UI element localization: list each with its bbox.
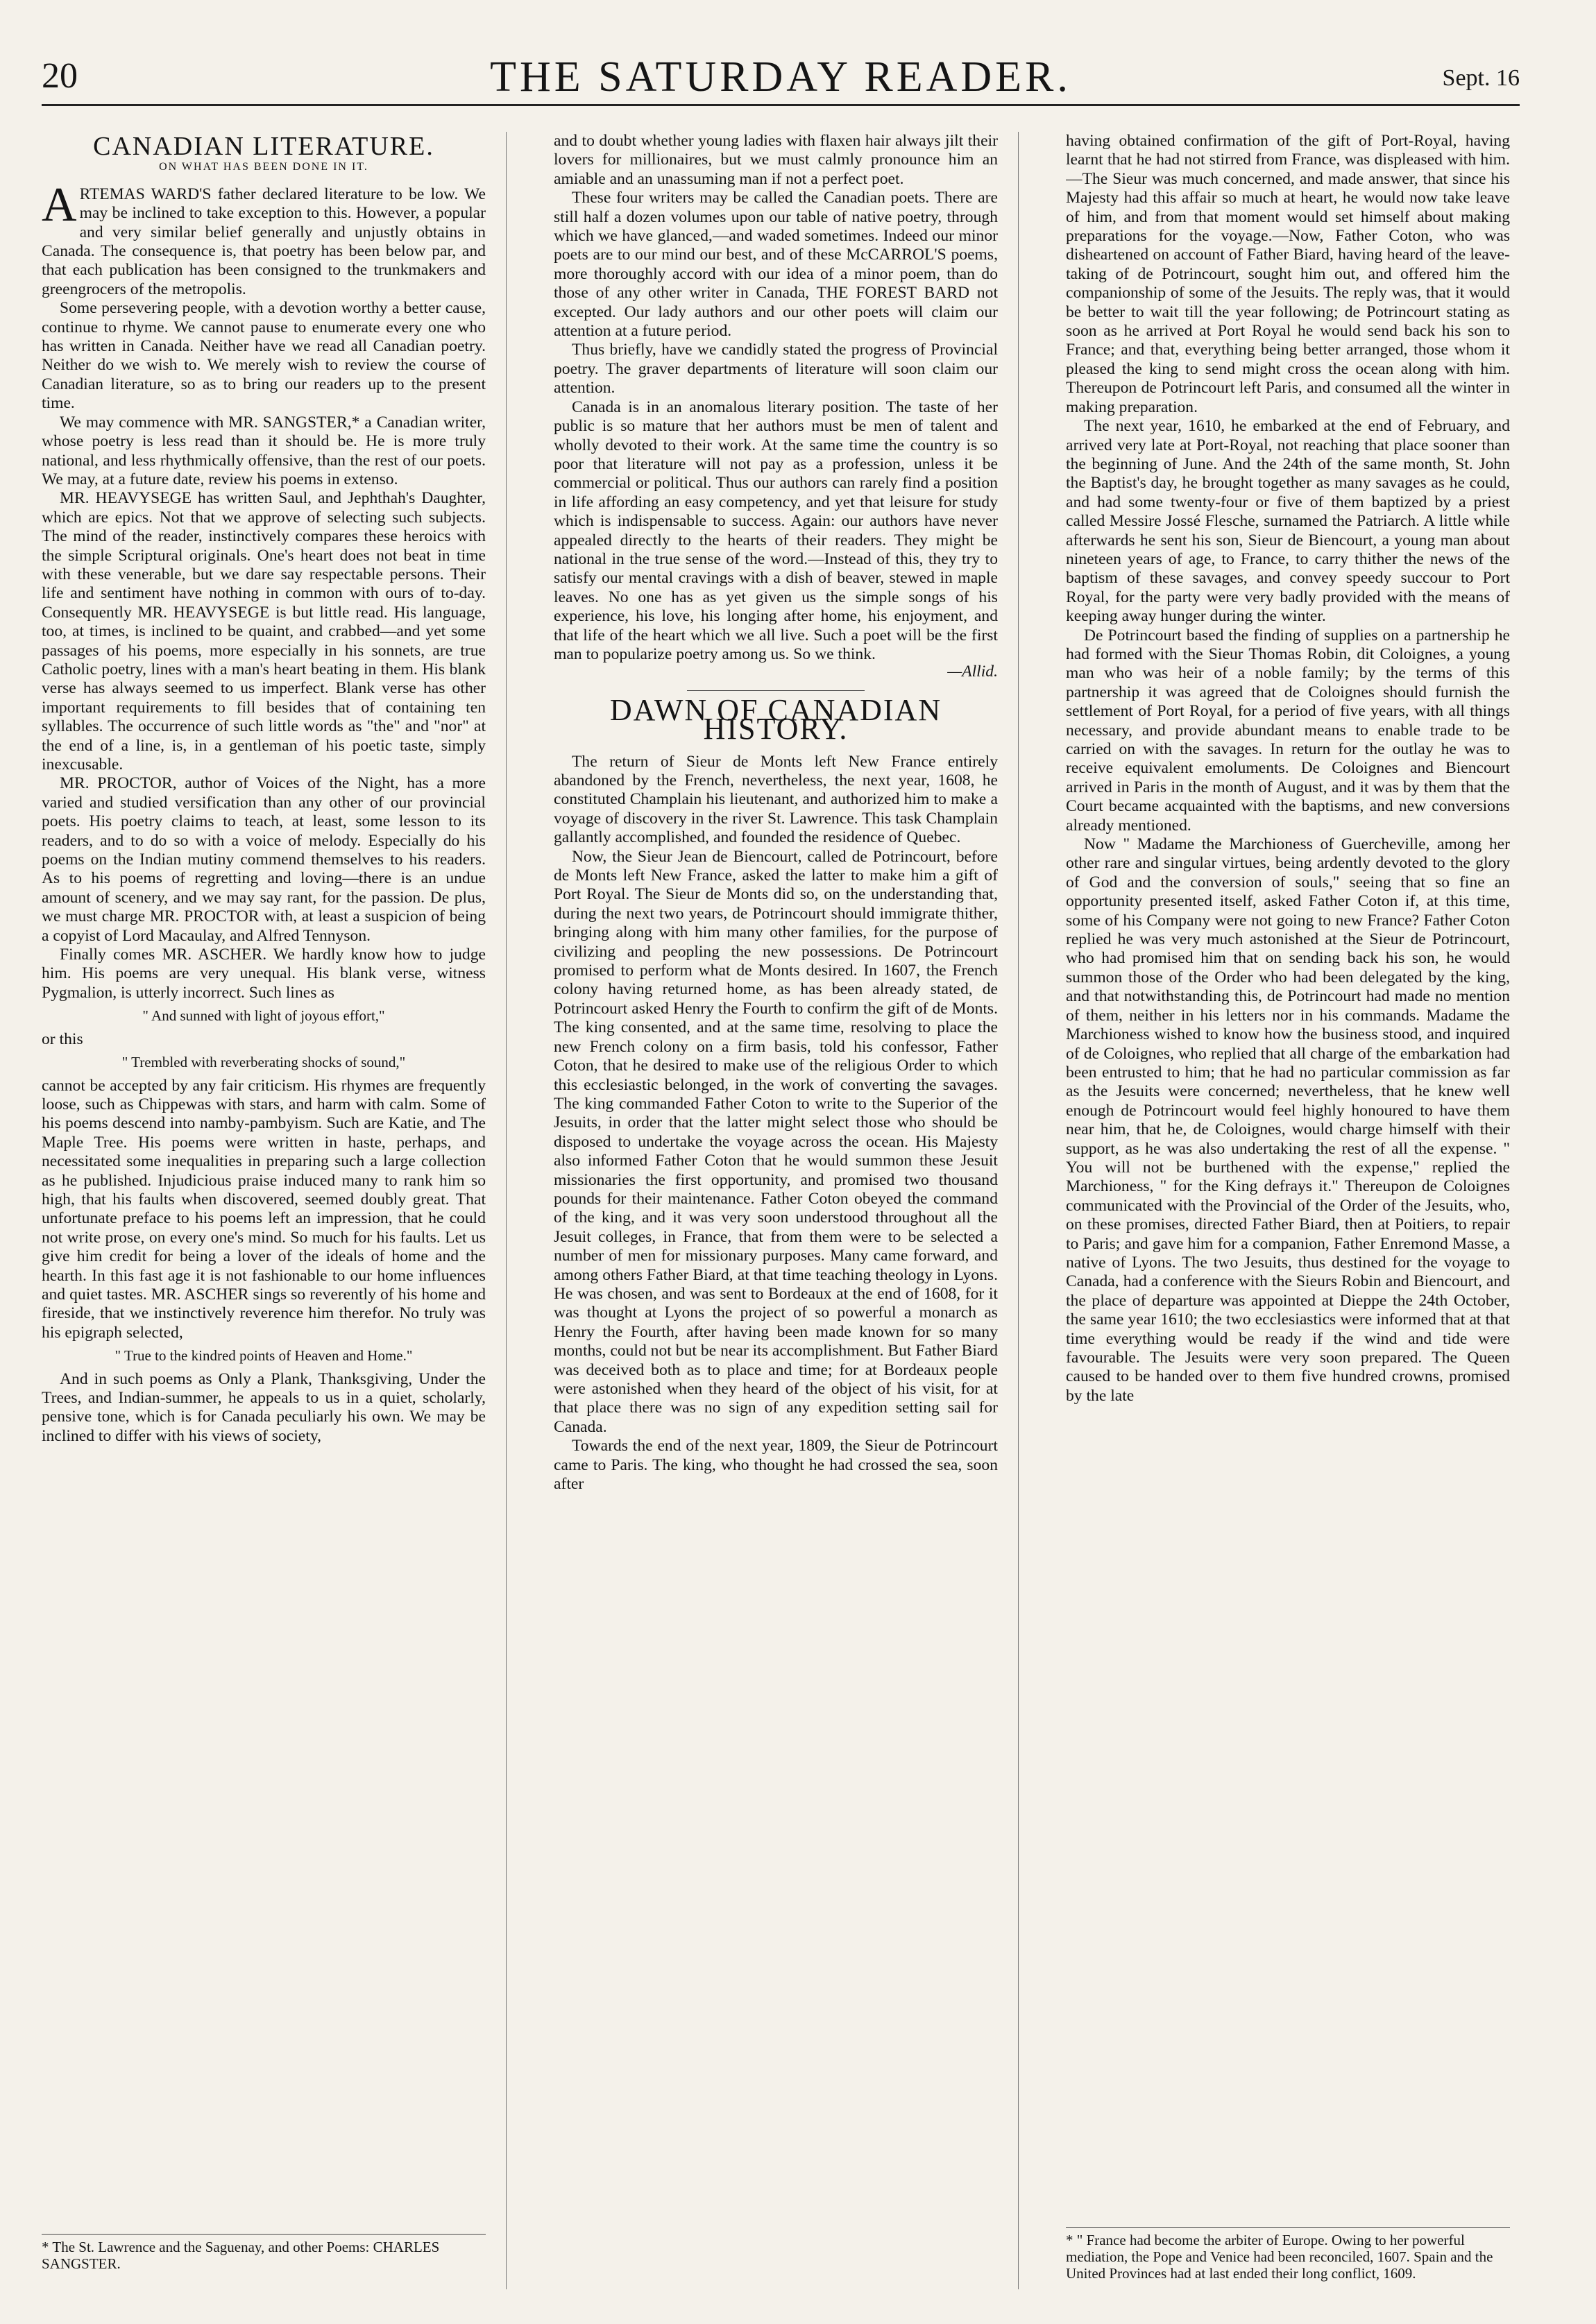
- publication-title: THE SATURDAY READER.: [490, 53, 1071, 101]
- paragraph: And in such poems as Only a Plank, Thanksgiving, Under the Trees, and Indian-summer, he appeals to us in a quiet, scholarly, pensive tone, which is for Canada peculiarly his own. We may be inclined to differ with his views of society,: [42, 1369, 486, 1445]
- paragraph: MR. HEAVYSEGE has written Saul, and Jephthah's Daughter, which are epics. Not that we approve of selecting such subjects. The mind of the reader, instinctively compares these heroics with the simple Scriptural originals. One's heart does not beat in time with these venerable, but we dare say respectable persons. Their life and sentiment have nothing in common with ours of to-day. Consequently MR. HEAVYSEGE is but little read. His language, too, at times, is inclined to be quaint, and crabbed—and yet some passages of his poems, more especially in his sonnets, are true Catholic poetry, lines with a man's heart beating in them. His blank verse has always seemed to us imperfect. Blank verse has other important requirements to fill besides that of containing ten syllables. The occurrence of such little words as "the" and "nor" at the end of a line, is, in a gentleman of his poetic taste, simply inexcusable.: [42, 489, 486, 774]
- verse-quote: " And sunned with light of joyous effort,": [142, 1007, 385, 1025]
- page-header: [42, 55, 1520, 106]
- article-subtitle: ON WHAT HAS BEEN DONE IN IT.: [159, 161, 368, 173]
- column-1: [42, 132, 486, 2282]
- paragraph: De Potrincourt based the finding of supplies on a partnership he had formed with the Sieur Thomas Robin, dit Coloignes, a young man who was heir of a noble family; by the terms of this partnership it was agreed that de Coloignes should furnish the settlement of Port Royal, for a period of five years, with all things necessary, and provide abundant means to enable trade to be carried on with the savages. In return for the outlay he was to receive equivalent emoluments. De Coloignes and Biencourt arrived in Paris in the month of August, and it was by them that the Court became acquainted with the baptisms, and new conversions already mentioned.: [1066, 626, 1510, 835]
- paragraph: These four writers may be called the Canadian poets. There are still half a dozen volumes upon our table of native poetry, through which we have glanced,—and waded sometimes. Indeed our minor poets are to our mind our best, and of these McCARROL'S poems, more thoroughly accord with our idea of a minor poem, than do those of any other writer in Canada, THE FOREST BARD not excepted. Our lady authors and our other poets will claim our attention at a future period.: [554, 189, 998, 341]
- verse-quote: " Trembled with reverberating shocks of sound,": [121, 1054, 406, 1071]
- paragraph: and to doubt whether young ladies with flaxen hair always jilt their lovers for millionaires, but we must calmly pronounce him an amiable and an unassuming man if not a perfect poet.: [554, 132, 998, 188]
- page-number: 20: [42, 56, 78, 96]
- paragraph: Towards the end of the next year, 1809, the Sieur de Potrincourt came to Paris. The king, who thought he had crossed the sea, soon after: [554, 1437, 998, 1494]
- footnote: * The St. Lawrence and the Saguenay, and other Poems: CHARLES SANGSTER.: [42, 2234, 486, 2272]
- paragraph: The next year, 1610, he embarked at the end of February, and arrived very late at Port-Royal, not reaching that place sooner than the beginning of June. And the 24th of the same month, St. John the Baptist's day, he brought together as many savages as he could, and had some twenty-four or five of them baptized by a priest called Messire Jossé Flesche, surnamed the Patriarch. A little while afterwards he sent his son, Sieur de Biencourt, a young man about nineteen years of age, to France, to carry thither the news of the baptism of these savages, and convey speedy succour to Port Royal, for the party were very badly provided with the means of keeping away hunger during the winter.: [1066, 417, 1510, 626]
- signature: —Allid.: [947, 663, 998, 681]
- column-divider: [1018, 132, 1019, 2289]
- article-title: DAWN OF CANADIAN HISTORY.: [609, 692, 942, 746]
- paragraph: We may commence with MR. SANGSTER,* a Canadian writer, whose poetry is less read than it should be. He is more truly national, and less rhythmically offensive, than the rest of our poets. We may, at a future date, review his poems in extenso.: [42, 413, 486, 488]
- paragraph: Canada is in an anomalous literary position. The taste of her public is so mature that her authors must be men of talent and wholly devoted to their work. At the same time the country is so poor that literature will not pay as a profession, unless it be commercial or political. Thus our authors can rarely find a position in life affording an easy competency, and yet that leisure for study which is indispensable to success. Again: our authors have never appealed directly to the hearts of their readers. They might be national in the true sense of the word.—Instead of this, they try to satisfy our mental cravings with a dish of beaver, stewed in maple leaves. No one has as yet given us the simple songs of his experience, his love, his longing after home, his enjoyment, and that life of the heart which we all live. Such a poet will be the first man to popularize poetry among us. So we think.: [554, 398, 998, 663]
- paragraph: ARTEMAS WARD'S father declared literature to be low. We may be inclined to take exception to this. However, a popular and very similar belief generally and unjustly obtains in Canada. The consequence is, that poetry has been below par, and that each publication has been consigned to the trunkmakers and greengrocers of the metropolis.: [42, 178, 486, 298]
- section-divider: [687, 690, 865, 691]
- footnote: * " France had become the arbiter of Europe. Owing to her powerful mediation, the Pope and Venice had been reconciled, 1607. Spain and the United Provinces had at last ended their long conflict, 1609.: [1066, 2227, 1510, 2282]
- paragraph: MR. PROCTOR, author of Voices of the Night, has a more varied and studied versification than any other of our provincial poets. His poetry claims to teach, at least, some lesson to its readers, and to do so with a voice of melody. Especially do his poems on the Indian mutiny commend themselves to his readers. As to his poems of regretting and loving—there is an undue amount of scenery, and we may say rant, for the passion. De plus, we must charge MR. PROCTOR with, at least a suspicion of being a copyist of Lord Macaulay, and Alfred Tennyson.: [42, 774, 486, 945]
- column-divider: [506, 132, 507, 2289]
- paragraph: The return of Sieur de Monts left New France entirely abandoned by the French, nevertheless, the next year, 1608, he constituted Champlain his lieutenant, and authorized him to make a voyage of discovery in the river St. Lawrence. This task Champlain gallantly accomplished, and founded the residence of Quebec.: [554, 752, 998, 847]
- issue-date: Sept. 16: [1442, 65, 1520, 91]
- article-title: CANADIAN LITERATURE.: [93, 132, 434, 161]
- paragraph: Now, the Sieur Jean de Biencourt, called de Potrincourt, before de Monts left New France, asked the latter to make him a gift of Port Royal. The Sieur de Monts did so, on the understanding that, during the next two years, de Potrincourt should immigrate thither, bringing along with him many other families, for the purpose of civilizing and peopling the new possessions. De Potrincourt promised to perform what de Monts desired. In 1607, the French colony having returned home, as has been already stated, de Potrincourt asked Henry the Fourth to confirm the gift of de Monts. The king consented, and at the same time, resolving to place the new French colony on a firm basis, told his confessor, Father Coton, that he desired to make use of the religious Order to which this ecclesiastic belonged, in the work of converting the savages. The king commanded Father Coton to write to the Superior of the Jesuits, in order that the latter might select those who should be disposed to undertake the voyage across the ocean. His Majesty also informed Father Coton that he would summon these Jesuit missionaries the first opportunity, and promised two thousand pounds for their maintenance. Father Coton obeyed the command of the king, and it was very soon understood throughout all the Jesuit colleges, in France, that from them were to be selected a number of men for missionary purposes. Many came forward, and among others Father Biard, at that time teaching theology in Lyons. He was chosen, and was sent to Bordeaux at the end of 1608, for it was thought at Lyons the project of so powerful a monarch as Henry the Fourth, after having been made known for so many months, could not but be near its accomplishment. But Father Biard was deceived both as to place and time; for at Bordeaux people were astonished when they heard of the object of his visit, for at that place there was no sign of any expedition setting sail for Canada.: [554, 847, 998, 1436]
- paragraph: Some persevering people, with a devotion worthy a better cause, continue to rhyme. We cannot pause to enumerate every one who has written in Canada. Neither have we read all Canadian poetry. Neither do we wish to. We merely wish to review the course of Canadian literature, so as to bring our readers up to the present time.: [42, 299, 486, 413]
- paragraph: Thus briefly, have we candidly stated the progress of Provincial poetry. The graver departments of literature will soon claim our attention.: [554, 341, 998, 398]
- paragraph: cannot be accepted by any fair criticism. His rhymes are frequently loose, such as Chippewas with stars, and harm with calm. Some of his poems descend into namby-pambyism. Such are Katie, and The Maple Tree. His poems were written in haste, perhaps, and necessitated some inequalities in preparing such a large collection as he published. Injudicious praise induced many to rank him so high, that his faults when discovered, seemed doubly great. That unfortunate preface to his poems left an impression, that he could not write prose, on every one's mind. So much for his faults. Let us give him credit for being a lover of the ideals of home and the hearth. In this fast age it is not fashionable to our home influences and quiet tastes. MR. ASCHER sings so reverently of his home and fireside, that we instinctively reverence him therefor. No truly was his epigraph selected,: [42, 1076, 486, 1342]
- verse-quote: " True to the kindred points of Heaven and Home.": [114, 1347, 413, 1365]
- column-3: [1066, 132, 1510, 2282]
- column-2: [554, 132, 998, 2282]
- paragraph: Finally comes MR. ASCHER. We hardly know how to judge him. His poems are very unequal. His blank verse, witness Pygmalion, is utterly incorrect. Such lines as: [42, 946, 486, 1002]
- paragraph: Now " Madame the Marchioness of Guercheville, among her other rare and singular virtues, being ardently devoted to the glory of God and the conversion of souls," seeing that so fine an opportunity presented itself, asked Father Coton if, at this time, some of his Company were not going to new France? Father Coton replied he was very much astonished at the Sieur de Potrincourt, who had promised him that on sending back his son, he would summon those of the Order who had been delegated by the king, and that notwithstanding this, de Potrincourt had made no mention of them, neither in his letters nor in his commands. Madame the Marchioness wished to know how the business stood, and inquired of de Coloignes, who replied that all charge of the embarkation had been entrusted to him; that he had no particular commission as far as the Jesuits were concerned; nevertheless, that he knew well enough de Potrincourt would feel highly honoured to have them near him, that he, de Coloignes, would charge himself with their support, as he was also undertaking the rest of all the expense. " You will not be burthened with the expense," replied the Marchioness, " for the King defrays it." Thereupon de Coloignes communicated with the Provincial of the Order of the Jesuits, who, on these promises, directed Father Biard, then at Poitiers, to repair to Paris; and gave him for a companion, Father Enremond Masse, a native of Lyons. The two Jesuits, thus destined for the voyage to Canada, had a conference with the Sieurs Robin and Biencourt, and the place of departure was appointed at Dieppe the 24th October, the same year 1610; the two ecclesiastics were informed that at that time everything would be ready if the wind and tide were favourable. The Jesuits were very soon prepared. The Queen caused to be handed over to them five hundred crowns, promised by the late: [1066, 835, 1510, 1405]
- drop-cap: A: [42, 178, 77, 232]
- paragraph: or this: [42, 1029, 83, 1048]
- paragraph: having obtained confirmation of the gift of Port-Royal, having learnt that he had not stirred from France, was displeased with him.—The Sieur was much concerned, and made answer, that since his Majesty had this affair so much at heart, he would now take leave of him, and from that moment would set himself about making preparations for the voyage.—Now, Father Coton, who was disheartened on account of Father Biard, having heard of the leave-taking of de Potrincourt, sought him out, and offered him the companionship of some of the Jesuits. The reply was, that it would be better to wait till the year following; de Potrincourt stating as soon as he arrived at Port Royal he would send back his son to France; and that, everything being better arranged, those whom it pleased the king to send might cross the ocean along with him. Thereupon de Potrincourt left Paris, and consumed all the winter in making preparation.: [1066, 132, 1510, 416]
